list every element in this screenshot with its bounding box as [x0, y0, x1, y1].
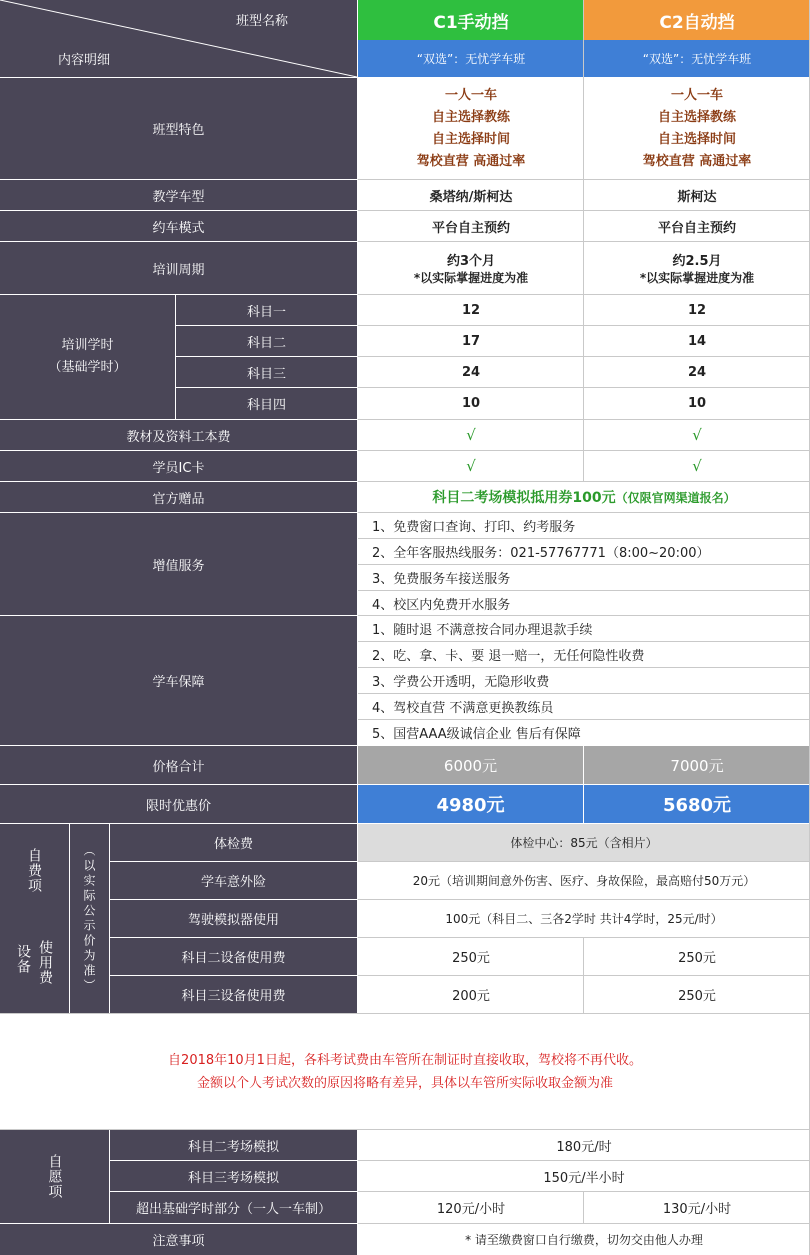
hours-label-line2: （基础学时）	[48, 360, 127, 375]
row-divider	[358, 179, 810, 180]
c1-subject2-device-fee: 250元	[358, 938, 584, 975]
c2-period	[584, 242, 810, 294]
feature-item: 一人一车	[444, 87, 497, 103]
self-pay-row-label: 学车意外险	[110, 862, 357, 899]
side-note-text: （以实际公示价为准）	[82, 843, 96, 994]
row-divider	[358, 861, 810, 862]
row-divider	[358, 325, 810, 326]
subject-label: 科目一	[176, 295, 357, 325]
row-divider	[358, 419, 810, 420]
row-divider	[0, 1013, 810, 1014]
self-pay-row-label: 科目二设备使用费	[110, 938, 357, 975]
row-divider	[358, 719, 810, 720]
value-added-item: 4、校区内免费开水服务	[358, 591, 810, 615]
booking-label: 约车模式	[0, 211, 357, 241]
row-divider	[358, 450, 810, 451]
promo-price-label: 限时优惠价	[0, 785, 357, 823]
row-divider	[358, 975, 810, 976]
feature-item: 自主选择时间	[431, 131, 510, 147]
feature-item: 一人一车	[670, 87, 723, 103]
guarantee-item: 4、驾校直营 不满意更换教练员	[358, 694, 810, 719]
c2-ic-card-check-icon: √	[584, 451, 810, 481]
gift-note: （仅限官网渠道报名）	[615, 490, 736, 505]
row-divider	[358, 241, 810, 242]
row-divider	[358, 481, 810, 482]
c1-hours-value: 12	[358, 295, 584, 325]
self-pay-row-label: 体检费	[110, 824, 357, 861]
physical-exam-value: 体检中心：85元（含相片）	[358, 824, 810, 861]
notes-value: * 请至缴费窗口自行缴费，切勿交由他人办理	[358, 1224, 810, 1255]
column-divider	[583, 1192, 584, 1223]
gift-label: 官方赠品	[0, 482, 357, 512]
c1-hours-value: 17	[358, 326, 584, 356]
content-detail-label: 内容明细	[58, 53, 111, 68]
c1-materials-check-icon: √	[358, 420, 584, 450]
guarantee-label: 学车保障	[0, 616, 357, 745]
guarantee-item: 2、吃、拿、卡、要 退一赔一，无任何隐性收费	[358, 642, 810, 667]
hours-label	[0, 295, 175, 419]
c1-subject3-device-fee: 200元	[358, 976, 584, 1013]
c1-price-total: 6000元	[358, 746, 583, 784]
subject-label: 科目二	[176, 326, 357, 356]
exam-fee-notice	[0, 1014, 810, 1130]
self-pay-group-label: 自费项	[26, 848, 42, 893]
class-name-label: 班型名称	[236, 14, 289, 29]
voluntary-group	[0, 1130, 109, 1223]
c2-extra-hours-value: 130元/小时	[584, 1192, 810, 1223]
row-divider	[358, 564, 810, 565]
row-divider	[358, 1160, 810, 1161]
c1-extra-hours-value: 120元/小时	[358, 1192, 584, 1223]
c1-period	[358, 242, 584, 294]
ic-card-label: 学员IC卡	[0, 451, 357, 481]
row-divider	[358, 899, 810, 900]
value-added-item: 1、免费窗口查询、打印、约考服务	[358, 513, 810, 538]
guarantee-item: 3、学费公开透明，无隐形收费	[358, 668, 810, 693]
voluntary-row-label: 科目二考场模拟	[110, 1130, 357, 1160]
c1-car-model: 桑塔纳/斯柯达	[358, 180, 584, 210]
device-label-b: 使用费	[37, 940, 53, 985]
row-divider	[358, 387, 810, 388]
feature-item: 自主选择教练	[431, 109, 510, 125]
c2-price-total: 7000元	[584, 746, 810, 784]
insurance-value: 20元（培训期间意外伤害、医疗、身故保险，最高赔付50万元）	[358, 862, 810, 899]
feature-item: 自主选择教练	[657, 109, 736, 125]
c2-hours-value: 10	[584, 388, 810, 419]
header-corner	[0, 0, 357, 77]
row-divider	[358, 641, 810, 642]
subject3-mock-value: 150元/半小时	[358, 1161, 810, 1191]
c1-booking: 平台自主预约	[358, 211, 584, 241]
row-divider	[358, 294, 810, 295]
price-total-label: 价格合计	[0, 746, 357, 784]
value-added-item: 2、全年客服热线服务：021-57767771（8:00~20:00）	[358, 539, 810, 564]
subject-label: 科目三	[176, 357, 357, 387]
value-added-item: 3、免费服务车接送服务	[358, 565, 810, 590]
materials-label: 教材及资料工本费	[0, 420, 357, 450]
row-divider	[358, 356, 810, 357]
c1-hours-value: 10	[358, 388, 584, 419]
c2-hours-value: 12	[584, 295, 810, 325]
feature-item: 驾校直营 高通过率	[642, 153, 752, 169]
row-divider	[0, 1129, 810, 1130]
hours-label-line1: 培训学时	[61, 338, 114, 353]
c2-promo-price: 5680元	[584, 785, 810, 823]
features-label: 班型特色	[0, 78, 357, 179]
feature-item: 自主选择时间	[657, 131, 736, 147]
c2-hours-value: 24	[584, 357, 810, 387]
guarantee-item: 5、国营AAA级诚信企业 售后有保障	[358, 720, 810, 745]
feature-item: 驾校直营 高通过率	[416, 153, 526, 169]
self-pay-group	[0, 824, 69, 1013]
row-divider	[358, 693, 810, 694]
diagonal-divider	[0, 0, 357, 77]
self-pay-row-label: 驾驶模拟器使用	[110, 900, 357, 937]
guarantee-item: 1、随时退 不满意按合同办理退款手续	[358, 616, 810, 641]
self-pay-side-note	[70, 824, 109, 1013]
row-divider	[358, 1191, 810, 1192]
car-model-label: 教学车型	[0, 180, 357, 210]
voluntary-row-label: 科目三考场模拟	[110, 1161, 357, 1191]
c2-subtitle: “双选”：无忧学车班	[584, 40, 810, 77]
c1-promo-price: 4980元	[358, 785, 583, 823]
self-pay-row-label: 科目三设备使用费	[110, 976, 357, 1013]
c2-booking: 平台自主预约	[584, 211, 810, 241]
device-label-a: 设备	[15, 944, 31, 974]
row-divider	[358, 538, 810, 539]
c2-materials-check-icon: √	[584, 420, 810, 450]
c2-features	[584, 78, 810, 179]
c1-features	[358, 78, 584, 179]
c2-subject2-device-fee: 250元	[584, 938, 810, 975]
row-divider	[358, 210, 810, 211]
notes-label: 注意事项	[0, 1224, 357, 1255]
c1-hours-value: 24	[358, 357, 584, 387]
row-divider	[358, 1223, 810, 1224]
simulator-value: 100元（科目二、三各2学时 共计4学时，25元/时）	[358, 900, 810, 937]
c2-title: C2自动挡	[584, 0, 810, 40]
notice-line2: 金额以个人考试次数的原因将略有差异，具体以车管所实际收取金额为准	[196, 1076, 613, 1091]
c2-car-model: 斯柯达	[584, 180, 810, 210]
row-divider	[358, 667, 810, 668]
voluntary-group-label: 自愿项	[46, 1154, 63, 1199]
row-divider	[358, 615, 810, 616]
value-added-label: 增值服务	[0, 513, 357, 615]
gift-text: 科目二考场模拟抵用券100元	[432, 490, 616, 506]
subject-label: 科目四	[176, 388, 357, 419]
period-label: 培训周期	[0, 242, 357, 294]
period-note: *以实际掌握进度为准	[413, 271, 529, 285]
row-divider	[358, 590, 810, 591]
voluntary-row-label: 超出基础学时部分（一人一车制）	[110, 1192, 357, 1223]
c1-subtitle: “双选”：无忧学车班	[358, 40, 584, 77]
c2-subject3-device-fee: 250元	[584, 976, 810, 1013]
row-divider	[358, 937, 810, 938]
gift-value	[358, 482, 810, 512]
subject2-mock-value: 180元/时	[358, 1130, 810, 1160]
period-value: 约3个月	[446, 254, 496, 269]
row-divider	[358, 512, 810, 513]
c1-title: C1手动挡	[358, 0, 584, 40]
notice-line1: 自2018年10月1日起，各科考试费由车管所在制证时直接收取，驾校将不再代收。	[168, 1053, 642, 1068]
c1-ic-card-check-icon: √	[358, 451, 584, 481]
c2-hours-value: 14	[584, 326, 810, 356]
period-value: 约2.5月	[672, 254, 722, 269]
period-note: *以实际掌握进度为准	[639, 271, 755, 285]
